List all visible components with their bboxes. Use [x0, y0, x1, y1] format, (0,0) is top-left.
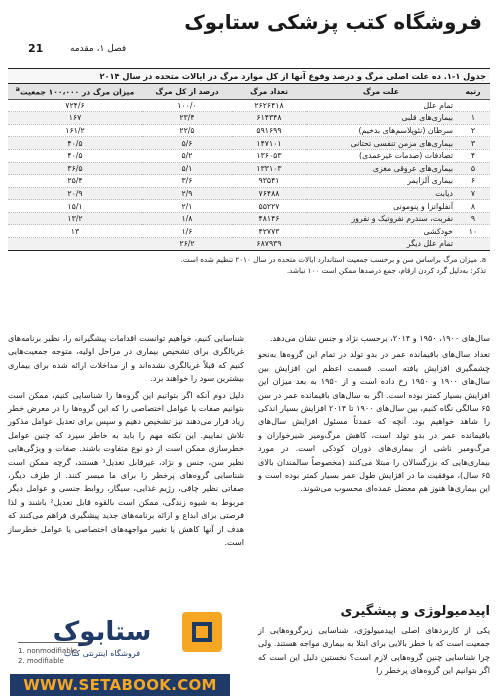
cell-deaths: ۴۲۷۷۳: [232, 225, 306, 238]
cell-cause: تمام علل دیگر: [306, 238, 456, 251]
table-row: [8, 112, 490, 125]
cell-deaths: ۱۳۳۱۰۳: [232, 162, 306, 175]
cell-rank: ۲: [456, 124, 490, 137]
cell-rank: ۹: [456, 212, 490, 225]
footnotes: [18, 646, 77, 666]
cell-rate: ۳۶/۵: [8, 162, 142, 175]
cell-deaths: ۶۸۷۹۳۹: [232, 238, 306, 251]
cell-percent: ۵/۶: [142, 137, 232, 150]
paragraph: دلیل دوم آنکه اگر بتوانیم این گروه‌ها را شناسایی کنیم، ممکن است بتوانیم صفات یا عوامل اختصاصی را که این گروه‌ها را در معرض خطر زیاد قرار می‌دهند نیز تشخیص دهیم و سپس برای تعدیل عوامل مذکور تلاش نماییم. این نکته مهم را باید به خاطر سپرد که چنین عوامل خطرسازی ممکن است از دو نوع متفاوت باشند. صفات و ویژگی‌هایی نظیر سن، جنس و نژاد، غیرقابل تعدیل¹ هستند، گرچه ممکن است شناسایی گروه‌های پرخطر را برای ما میسر کنند. از طرف دیگر، صفاتی نظیر چاقی، رژیم غذایی، سیگار، روابط جنسی و عوامل دیگر مربوط به شیوه زندگی، ممکن است بالقوه قابل تعدیل² باشند و لذا فرصتی برای ابداع و ارائه برنامه‌های جدید پیشگیری فراهم می‌کنند که هدف از آنها کاهش یا تغییر مواجهه‌های اختصاصی یا عوامل خطرساز است.: [8, 389, 245, 548]
table-row: [8, 238, 490, 251]
store-brand-title: فروشگاه کتب پزشکی ستابوک: [184, 10, 482, 34]
cell-deaths: ۲۶۲۶۴۱۸: [232, 99, 306, 112]
table-row: [8, 225, 490, 238]
cell-cause: خودکشی: [306, 225, 456, 238]
cell-deaths: ۱۳۶۰۵۳: [232, 149, 306, 162]
header-rank: رتبه: [456, 84, 490, 99]
section-heading: اپیدمیولوژی و پیشگیری: [340, 604, 490, 619]
table-body: [8, 99, 490, 250]
cell-rank: ۷: [456, 187, 490, 200]
logo-subtext: فروشگاه اینترنتی کتاب: [63, 649, 141, 658]
cell-percent: ۳/۶: [142, 175, 232, 188]
paragraph: تعداد سال‌های باقیمانده عمر در بدو تولد در تمام این گروه‌ها به‌نحو چشمگیری افزایش یافته است. قسمت اعظم این افزایش بین سال‌های ۱۹۰۰ و ۱۹۵۰ رخ داده است و از ۱۹۵۰ به بعد میزان این افزایش بسیار کمتر بوده است. اگر به سال‌های باقیمانده عمر در سن ۶۵ سالگی نگاه کنیم، بین سال‌های ۱۹۰۰ تا ۲۰۱۴ افزایش بسیار اندکی را شاهد خواهیم بود. آنچه که عمدتاً مسئول افزایش سال‌های باقیمانده عمر در بدو تولد است، کاهش مرگ‌ومیر شیرخواران و مرگ‌ومیر ناشی از بیماری‌های دوران کودکی است. در مورد بیماری‌هایی که بزرگسالان را مبتلا می‌کنند (مخصوصاً سالمندان بالای ۶۵ سال)، موفقیت ما در افزایش طول عمر بسیار کمتر بوده است و این بیماری‌ها هنوز هم معضل عمده‌ای محسوب می‌شوند.: [258, 349, 491, 494]
table-row: [8, 99, 490, 112]
cell-deaths: ۶۱۴۳۴۸: [232, 112, 306, 125]
cell-percent: ۲/۱: [142, 200, 232, 213]
footnote-2: 2. modifiable: [18, 657, 64, 665]
cell-rank: ۴: [456, 149, 490, 162]
mortality-table: [8, 84, 490, 251]
cell-cause: بیماری‌های قلبی: [306, 112, 456, 125]
page-number: 21: [28, 42, 44, 55]
header-rate: میزان مرگ در ۱۰۰،۰۰۰ جمعیت$^a$: [8, 84, 142, 99]
table-row: [8, 137, 490, 150]
cell-deaths: ۱۴۷۱۰۱: [232, 137, 306, 150]
cell-rank: ۶: [456, 175, 490, 188]
cell-rate: ۲۰/۹: [8, 187, 142, 200]
cell-rate: ۱۳: [8, 225, 142, 238]
chapter-label: فصل ۱، مقدمه: [70, 44, 127, 54]
mortality-table-section: [8, 68, 490, 276]
cell-rank: [456, 238, 490, 251]
table-header-row: [8, 84, 490, 99]
cell-percent: ۱۰۰/۰: [142, 99, 232, 112]
footnote-divider: [18, 642, 88, 643]
cell-rank: ۱: [456, 112, 490, 125]
footnote-1: 1. nonmodifiable: [18, 647, 77, 655]
cell-rate: ۱۵/۱: [8, 200, 142, 213]
store-url: WWW.SETABOOK.COM: [23, 676, 217, 694]
cell-rate: ۴۰/۵: [8, 149, 142, 162]
cell-cause: آنفلوانزا و پنومونی: [306, 200, 456, 213]
table-notes: [8, 251, 490, 276]
cell-percent: ۱/۶: [142, 225, 232, 238]
cell-percent: ۲/۹: [142, 187, 232, 200]
cell-percent: ۲۶/۲: [142, 238, 232, 251]
cell-deaths: ۵۵۲۲۷: [232, 200, 306, 213]
header-cause: علت مرگ: [306, 84, 456, 99]
logo-text: ستابوک: [52, 617, 152, 647]
cell-percent: ۲۲/۵: [142, 124, 232, 137]
header-deaths: تعداد مرگ: [232, 84, 306, 99]
cell-rank: ۳: [456, 137, 490, 150]
table-note-a: a. میزان مرگ براساس سن و برحسب جمعیت استاندارد ایالات متحده در سال ۲۰۱۰ تنظیم شده است.: [180, 254, 486, 264]
paragraph: شناسایی کنیم، خواهیم توانست اقدامات پیشگیرانه را، نظیر برنامه‌های غربالگری برای تشخیص بیماری در مراحل اولیه، متوجه جمعیت‌هایی کنیم که قبلاً غربالگری نشده‌اند و از مداخلات ارائه شده برای بیماری بیشترین سود را خواهند برد.: [8, 333, 244, 384]
cell-rate: ۴۰/۵: [8, 137, 142, 150]
paragraph: سال‌های ۱۹۰۰، ۱۹۵۰ و ۲۰۱۴، برحسب نژاد و جنس نشان می‌دهد.: [269, 333, 490, 343]
cell-rate: ۱۶۱/۲: [8, 124, 142, 137]
right-column-continued: [258, 624, 490, 678]
cell-rank: ۵: [456, 162, 490, 175]
cell-deaths: ۹۳۵۴۱: [232, 175, 306, 188]
cell-percent: ۲۳/۴: [142, 112, 232, 125]
cell-percent: ۱/۸: [142, 212, 232, 225]
table-row: [8, 149, 490, 162]
cell-rank: ۸: [456, 200, 490, 213]
left-column: [8, 332, 244, 553]
cell-rank: ۱۰: [456, 225, 490, 238]
header-percent: درصد از کل مرگ: [142, 84, 232, 99]
cell-rate: [8, 238, 142, 251]
table-row: [8, 212, 490, 225]
cell-cause: تمام علل: [306, 99, 456, 112]
cell-deaths: ۷۶۴۸۸: [232, 187, 306, 200]
cell-cause: بیماری آلزایمر: [306, 175, 456, 188]
cell-cause: نفریت، سندرم نفروتیک و نفروز: [306, 212, 456, 225]
cell-cause: دیابت: [306, 187, 456, 200]
table-row: [8, 200, 490, 213]
cell-rate: ۷۲۴/۶: [8, 99, 142, 112]
cell-deaths: ۵۹۱۶۹۹: [232, 124, 306, 137]
table-note-b: تذکر: به‌دلیل گرد کردن ارقام، جمع درصدها ممکن است ۱۰۰ نباشد.: [286, 265, 486, 275]
cell-cause: بیماری‌های مزمن تنفسی تحتانی: [306, 137, 456, 150]
table-row: [8, 162, 490, 175]
table-caption: جدول ۱-۱. ده علت اصلی مرگ و درصد وقوع آنها از کل موارد مرگ در ایالات متحده در سال ۲۰۱۴: [8, 68, 490, 84]
cell-cause: سرطان (نئوپلاسم‌های بدخیم): [306, 124, 456, 137]
cell-rate: ۱۳/۲: [8, 212, 142, 225]
cell-deaths: ۴۸۱۴۶: [232, 212, 306, 225]
table-row: [8, 187, 490, 200]
cell-percent: ۵/۱: [142, 162, 232, 175]
cell-rank: [456, 99, 490, 112]
paragraph: یکی از کاربردهای اصلی اپیدمیولوژی، شناسایی زیرگروه‌هایی از جمعیت است که با خطر بالایی برای ابتلا به بیماری مواجه هستند. ولی چرا شناسایی چنین گروه‌هایی لازم است؟ نخستین دلیل این است که اگر بتوانیم این گروه‌های پرخطر را: [258, 625, 490, 676]
right-column: [258, 332, 490, 499]
cell-rate: ۱۶۷: [8, 112, 142, 125]
cell-cause: بیماری‌های عروقی مغزی: [306, 162, 456, 175]
table-row: [8, 175, 490, 188]
cell-rate: ۲۵/۴: [8, 175, 142, 188]
table-row: [8, 124, 490, 137]
page-header: [0, 6, 500, 55]
cell-percent: ۵/۲: [142, 149, 232, 162]
cell-cause: تصادفات (صدمات غیرعمدی): [306, 149, 456, 162]
